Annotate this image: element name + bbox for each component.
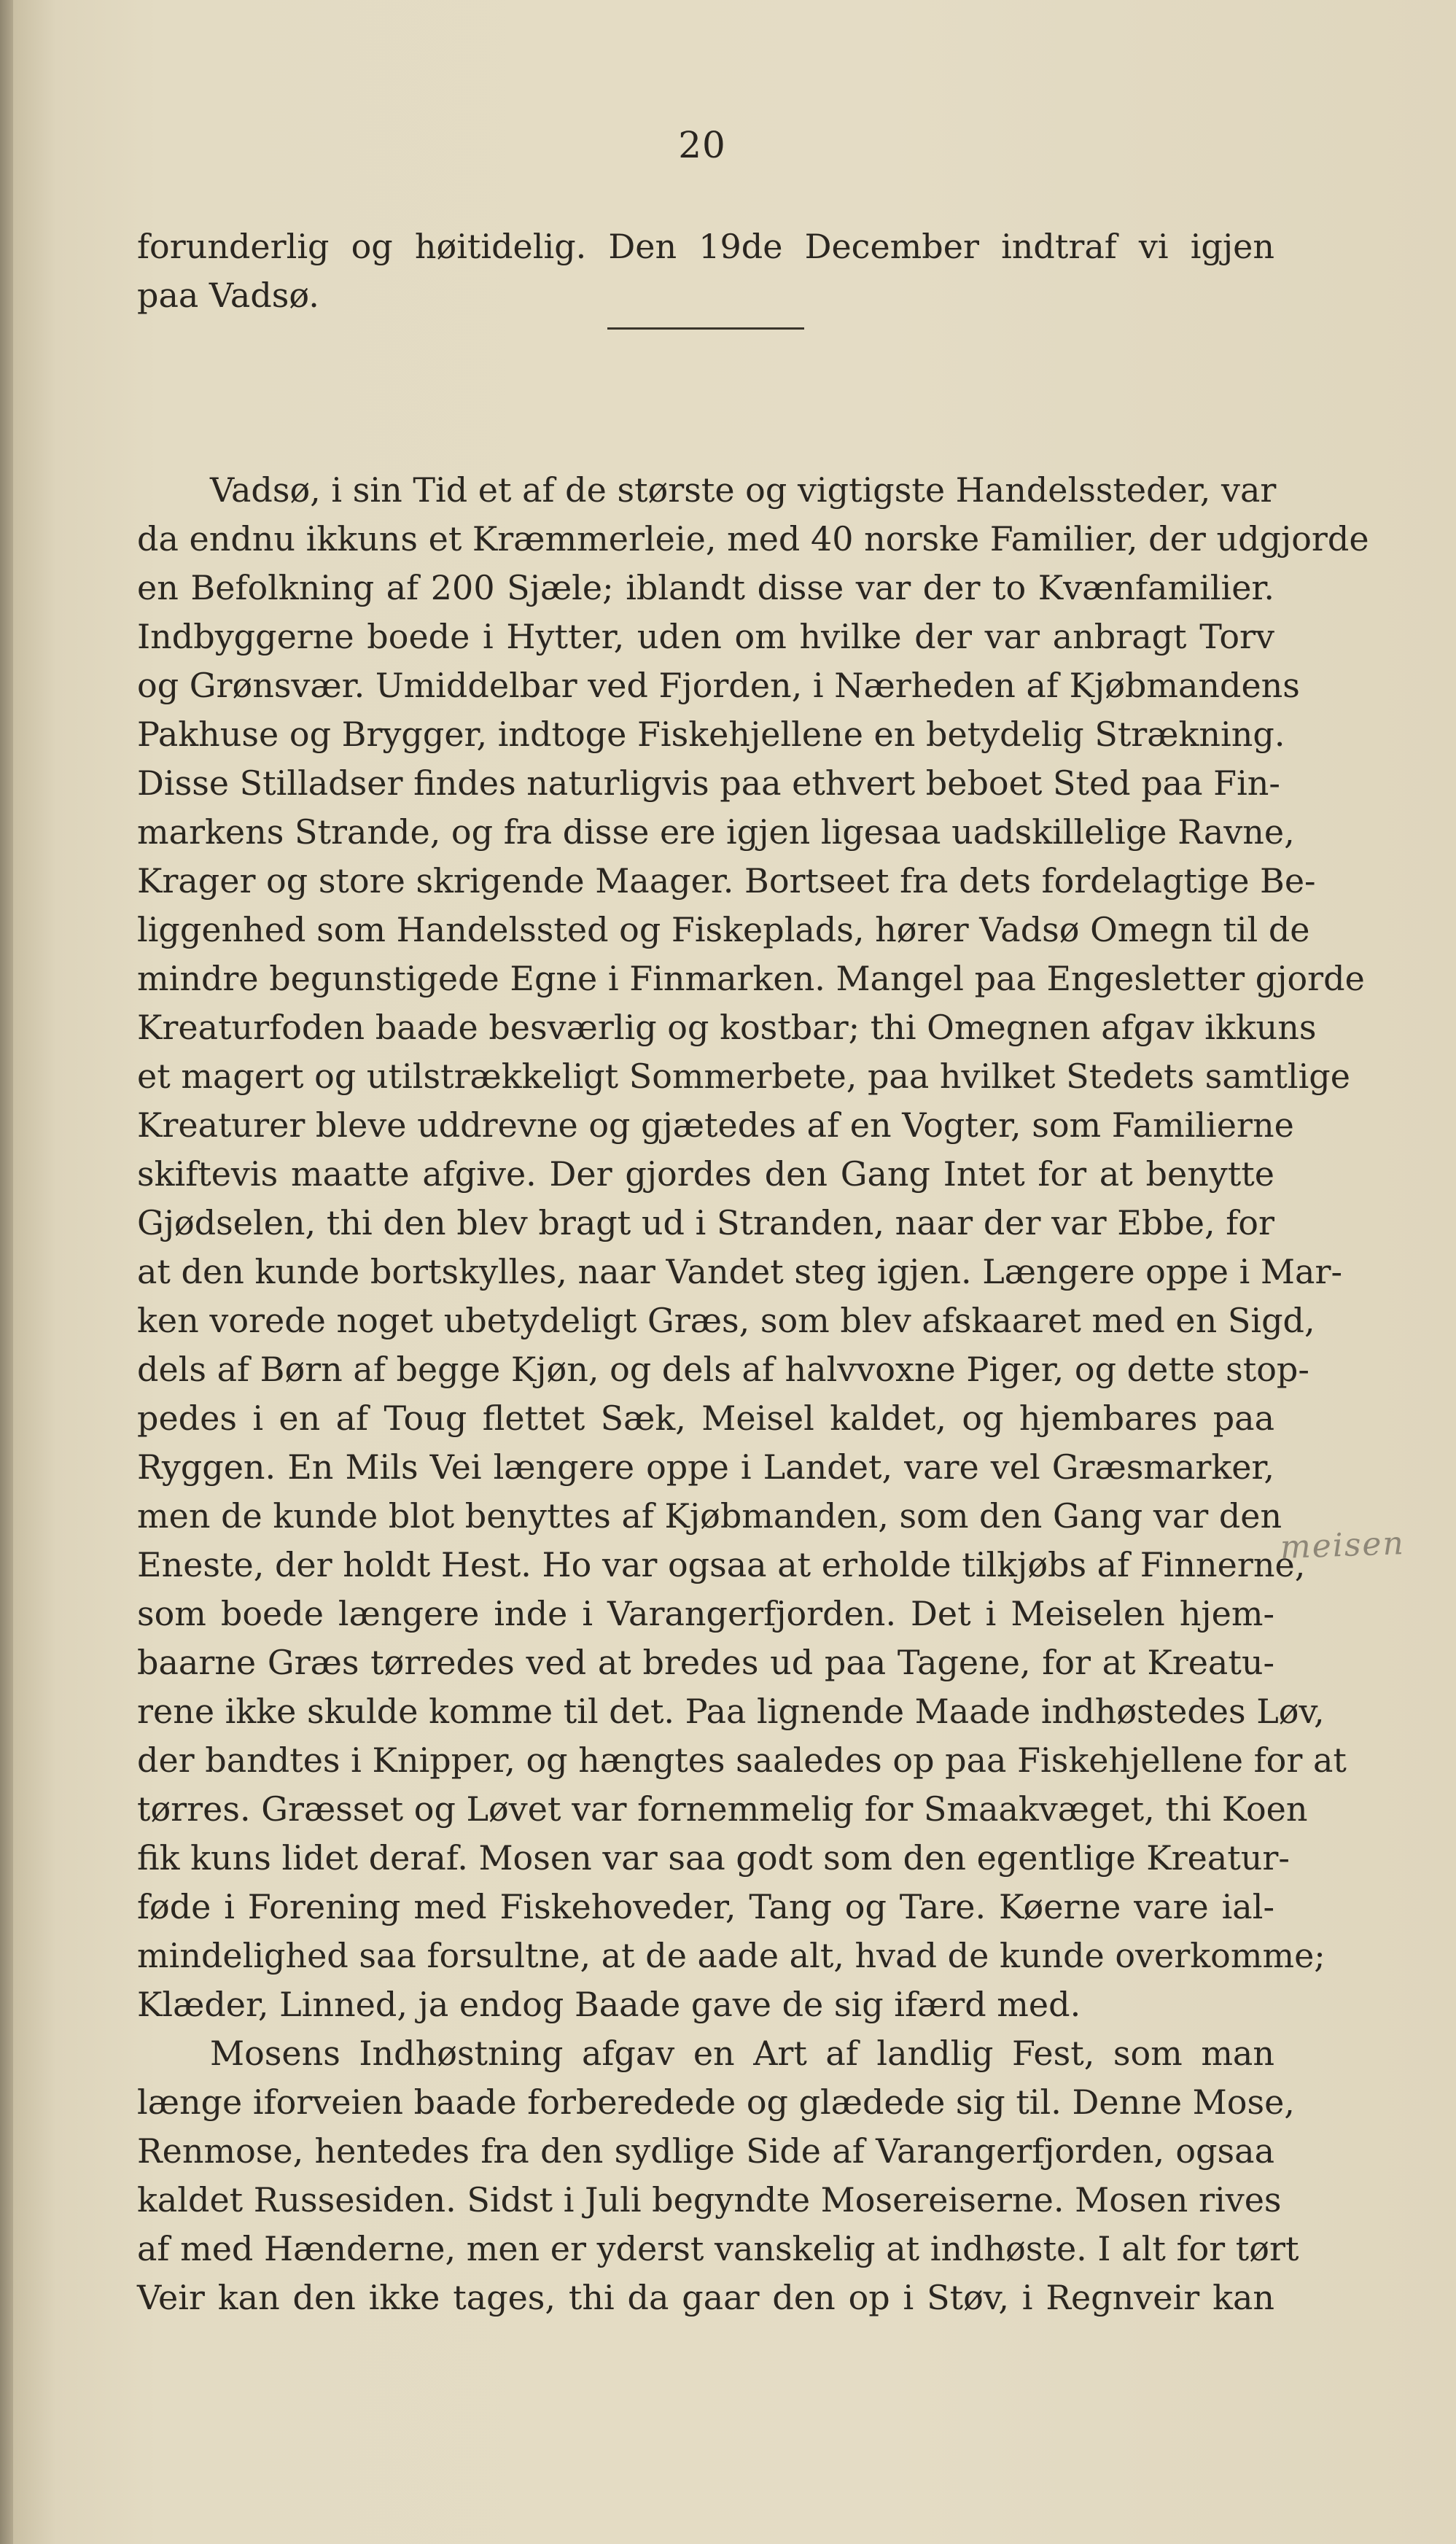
text-line: ken vorede noget ubetydeligt Græs, som blev afskaaret med en Sigd, [137,1301,1315,1340]
text-line: dels af Børn af begge Kjøn, og dels af halvvoxne Piger, og dette stop- [137,1350,1309,1389]
text-line: af med Hænderne, men er yderst vanskelig at indhøste. I alt for tørt [137,2229,1299,2268]
text-line: Veir kan den ikke tages, thi da gaar den op i Støv, i Regnveir kan [137,2278,1274,2317]
text-line: baarne Græs tørredes ved at bredes ud paa Tagene, for at Kreatu- [137,1643,1274,1682]
text-line: Kreaturfoden baade besværlig og kostbar; thi Omegnen afgav ikkuns [137,1008,1317,1047]
text-line: Indbyggerne boede i Hytter, uden om hvilke der var anbragt Torv [137,617,1274,656]
text-line: Disse Stilladser findes naturligvis paa ethvert beboet Sted paa Fin- [137,763,1280,803]
text-line: Eneste, der holdt Hest. Ho var ogsaa at erholde tilkjøbs af Finnerne, [137,1545,1306,1584]
text-line: fik kuns lidet deraf. Mosen var saa godt som den egentlige Kreatur- [137,1838,1290,1878]
text-line: Krager og store skrigende Maager. Bortseet fra dets fordelagtige Be- [137,861,1316,900]
text-line: pedes i en af Toug flettet Sæk, Meisel kaldet, og hjembares paa [137,1399,1274,1438]
text-line: Renmose, hentedes fra den sydlige Side af Varangerfjorden, ogsaa [137,2131,1274,2171]
text-line: et magert og utilstrækkeligt Sommerbete, paa hvilket Stedets samtlige [137,1057,1350,1096]
book-page [13,0,1456,2544]
text-line: da endnu ikkuns et Kræmmerleie, med 40 norske Familier, der udgjorde [137,519,1369,559]
text-line: Klæder, Linned, ja endog Baade gave de sig ifærd med. [137,1985,1081,2024]
text-line: Mosens Indhøstning afgav en Art af landlig Fest, som man [210,2034,1274,2073]
text-line: mindre begunstigede Egne i Finmarken. Mangel paa Engesletter gjorde [137,959,1365,998]
text-line: Gjødselen, thi den blev bragt ud i Stranden, naar der var Ebbe, for [137,1203,1274,1242]
section-divider [607,327,804,330]
text-line: kaldet Russesiden. Sidst i Juli begyndte Mosereiserne. Mosen rives [137,2180,1282,2220]
section-gap [137,320,1274,466]
text-line: tørres. Græsset og Løvet var fornemmelig for Smaakvæget, thi Koen [137,1789,1308,1829]
text-line: Pakhuse og Brygger, indtoge Fiskehjellene en betydelig Strækning. [137,715,1285,754]
text-line: der bandtes i Knipper, og hængtes saaledes op paa Fiskehjellene for at [137,1740,1347,1780]
text-line: liggenhed som Handelssted og Fiskeplads, hører Vadsø Omegn til de [137,910,1310,949]
text-line: rene ikke skulde komme til det. Paa lignende Maade indhøstedes Løv, [137,1692,1325,1731]
text-line: skiftevis maatte afgive. Der gjordes den Gang Intet for at benytte [137,1154,1274,1194]
text-line: paa Vadsø. [137,276,319,315]
text-line: længe iforveien baade forberedede og glædede sig til. Denne Mose, [137,2082,1295,2122]
text-line: men de kunde blot benyttes af Kjøbmanden, som den Gang var den [137,1496,1282,1536]
text-line: Ryggen. En Mils Vei længere oppe i Landet, vare vel Græsmarker, [137,1447,1274,1487]
text-line: Vadsø, i sin Tid et af de største og vigtigste Handelssteder, var [210,470,1277,510]
text-line: en Befolkning af 200 Sjæle; iblandt disse var der to Kvænfamilier. [137,568,1274,607]
handwritten-margin-note: meisen [1280,1525,1406,1566]
text-line: at den kunde bortskylles, naar Vandet steg igjen. Længere oppe i Mar- [137,1252,1342,1291]
page-number: 20 [678,124,726,166]
text-line: som boede længere inde i Varangerfjorden. Det i Meiselen hjem- [137,1594,1274,1633]
text-line: markens Strande, og fra disse ere igjen ligesaa uadskillelige Ravne, [137,812,1295,852]
text-line: Kreaturer bleve uddrevne og gjætedes af en Vogter, som Familierne [137,1105,1294,1145]
text-line: føde i Forening med Fiskehoveder, Tang og Tare. Køerne vare ial- [137,1887,1274,1926]
book-spine-shadow [0,0,13,2544]
text-line: og Grønsvær. Umiddelbar ved Fjorden, i Nærheden af Kjøbmandens [137,666,1300,705]
text-line: mindelighed saa forsultne, at de aade alt, hvad de kunde overkomme; [137,1936,1325,1975]
text-line: forunderlig og høitidelig. Den 19de December indtraf vi igjen [137,227,1274,266]
